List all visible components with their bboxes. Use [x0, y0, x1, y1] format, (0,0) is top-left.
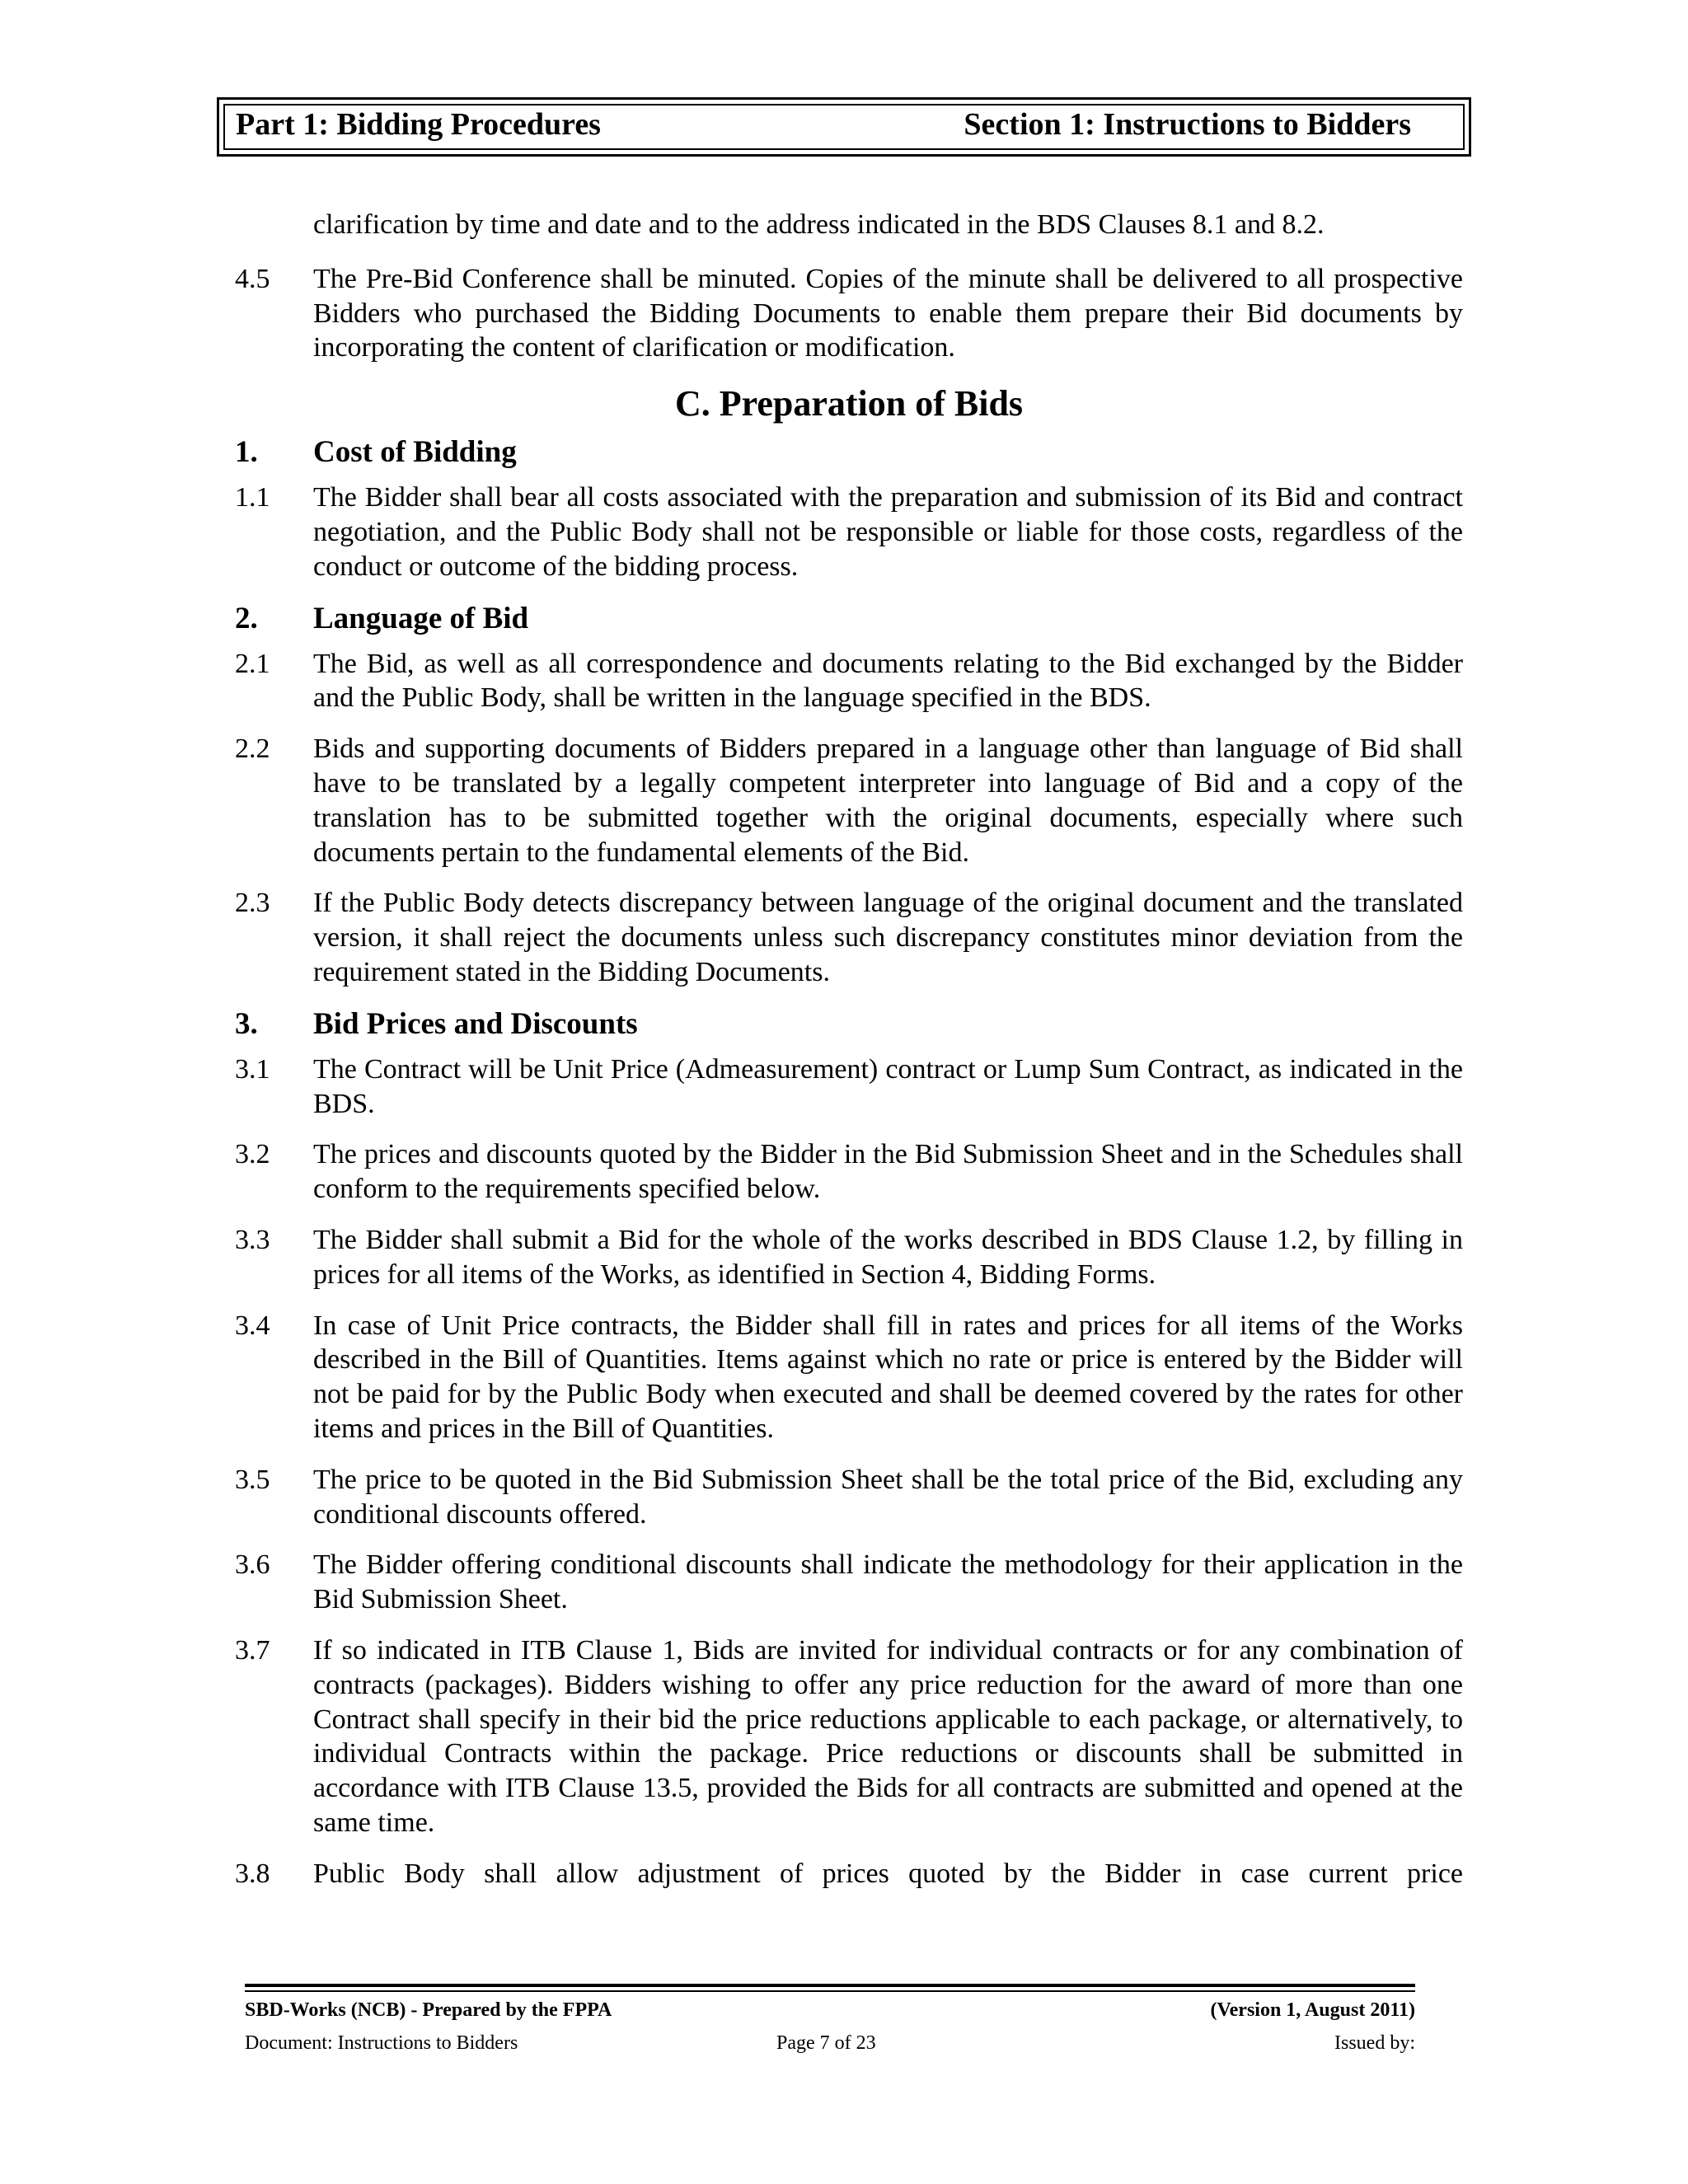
clause-2-3: 2.3 If the Public Body detects discrepancy between language of the original document and the translated version, it shall reject the documents unless such discrepancy constitutes minor deviation from the requirement stated in the Bidding Documents.: [235, 888, 1463, 987]
clause-3-1: 3.1 The Contract will be Unit Price (Admeasurement) contract or Lump Sum Contract, as indicated in the BDS.: [235, 1053, 1463, 1119]
page-header: [217, 97, 1471, 157]
clause-2-2: 2.2 Bids and supporting documents of Bidders prepared in a language other than language of Bid shall have to be translated by a legally competent interpreter into language of Bid and a copy of the translation has to be submitted together with the original documents, especially where such documents pertain to the fundamental elements of the Bid.: [235, 733, 1463, 868]
header-part-title: Part 1: Bidding Procedures: [236, 107, 601, 142]
footer-rule-thin: [245, 1990, 1415, 1992]
footer-version: (Version 1, August 2011): [1210, 1999, 1415, 2021]
clause-3-3: 3.3 The Bidder shall submit a Bid for the whole of the works described in BDS Clause 1.2, by filling in prices for all items of the Works, as identified in Section 4, Bidding Forms.: [235, 1224, 1463, 1290]
clause-3-4: 3.4 In case of Unit Price contracts, the Bidder shall fill in rates and prices for all items of the Works described in the Bill of Quantities. Items against which no rate or price is entered by the Bidder will not be paid for by the Public Body when executed and shall be deemed covered by the rates for other items and prices in the Bill of Quantities.: [235, 1310, 1463, 1444]
clause-3-5: 3.5 The price to be quoted in the Bid Submission Sheet shall be the total price of the Bid, excluding any conditional discounts offered.: [235, 1464, 1463, 1530]
clause-3-8: 3.8 Public Body shall allow adjustment of prices quoted by the Bidder in case current price: [235, 1858, 1463, 1889]
clause-3-6: 3.6 The Bidder offering conditional discounts shall indicate the methodology for their application in the Bid Submission Sheet.: [235, 1549, 1463, 1615]
clause-text: The Pre-Bid Conference shall be minuted. Copies of the minute shall be delivered to all prospective Bidders who purchased the Bidding Documents to enable them prepare their Bid documents by incorporating the content of clarification or modification.: [313, 263, 1463, 363]
clause-3-7: 3.7 If so indicated in ITB Clause 1, Bids are invited for individual contracts or for any combination of contracts (packages). Bidders wishing to offer any price reduction for the award of more than one Contract shall specify in their bid the price reductions applicable to each package, or alternatively, to individual Contracts within the package. Price reductions or discounts shall be submitted in accordance with ITB Clause 13.5, provided the Bids for all contracts are submitted and opened at the same time.: [235, 1634, 1463, 1838]
footer-prepared-by: SBD-Works (NCB) - Prepared by the FPPA: [245, 1999, 612, 2021]
clause-number: 4.5: [235, 263, 270, 294]
footer-page-number: Page 7 of 23: [776, 2032, 876, 2054]
heading-bid-prices: 3. Bid Prices and Discounts: [235, 1006, 638, 1041]
heading-cost-of-bidding: 1. Cost of Bidding: [235, 435, 517, 470]
continuation-paragraph: clarification by time and date and to the address indicated in the BDS Clauses 8.1 and 8.2.: [313, 209, 1325, 240]
section-title: C. Preparation of Bids: [674, 383, 1024, 424]
clause-1-1: 1.1 The Bidder shall bear all costs associated with the preparation and submission of its Bid and contract negotiation, and the Public Body shall not be responsible or liable for those costs, regardless of the conduct or outcome of the bidding process.: [235, 482, 1463, 582]
document-body: [235, 208, 1463, 1907]
clause-4-5: [235, 262, 1463, 365]
clause-3-2: 3.2 The prices and discounts quoted by the Bidder in the Bid Submission Sheet and in the Schedules shall conform to the requirements specified below.: [235, 1139, 1463, 1205]
clause-2-1: 2.1 The Bid, as well as all correspondence and documents relating to the Bid exchanged by the Bidder and the Public Body, shall be written in the language specified in the BDS.: [235, 648, 1463, 714]
footer-issued-by: Issued by:: [1334, 2032, 1415, 2054]
footer-document: Document: Instructions to Bidders: [245, 2032, 518, 2054]
footer-rule-thick: [245, 1984, 1415, 1987]
heading-language-of-bid: 2. Language of Bid: [235, 601, 529, 635]
header-section-title: Section 1: Instructions to Bidders: [964, 107, 1411, 142]
